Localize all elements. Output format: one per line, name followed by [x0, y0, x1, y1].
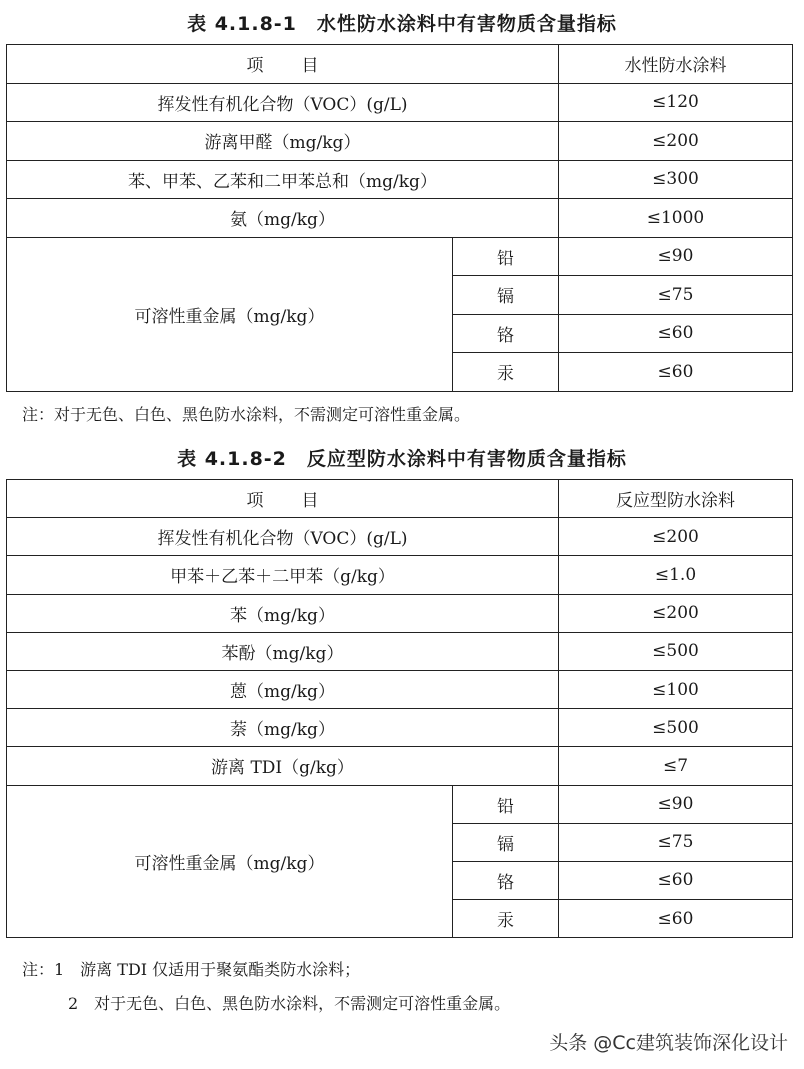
metal-name: 镉 [453, 823, 559, 861]
row-value: ≤7 [559, 747, 793, 785]
row-item: 苯、甲苯、乙苯和二甲苯总和（mg/kg） [7, 160, 559, 199]
metal-value: ≤90 [559, 237, 793, 276]
watermark: 头条 @Cc建筑装饰深化设计 [549, 1032, 788, 1054]
row-value: ≤200 [559, 518, 793, 556]
row-value: ≤1000 [559, 199, 793, 238]
metal-value: ≤90 [559, 785, 793, 823]
table-header-row [7, 45, 793, 84]
table-row [7, 632, 793, 670]
heavy-metal-label: 可溶性重金属（mg/kg） [7, 237, 453, 391]
metal-name: 镉 [453, 276, 559, 315]
metal-value: ≤75 [559, 276, 793, 315]
metal-value: ≤75 [559, 823, 793, 861]
metal-value: ≤60 [559, 353, 793, 392]
row-item: 游离 TDI（g/kg） [7, 747, 559, 785]
table-row [7, 670, 793, 708]
table1-caption: 表 4.1.8-1 水性防水涂料中有害物质含量指标 [187, 13, 617, 35]
table-row [7, 709, 793, 747]
metal-value: ≤60 [559, 314, 793, 353]
table-row [7, 556, 793, 594]
table-row [7, 237, 793, 276]
table-row [7, 83, 793, 122]
table-row [7, 518, 793, 556]
row-item: 苯酚（mg/kg） [7, 632, 559, 670]
header-item: 项目 [7, 45, 559, 84]
heavy-metal-label: 可溶性重金属（mg/kg） [7, 785, 453, 938]
table-row [7, 199, 793, 238]
metal-name: 铬 [453, 314, 559, 353]
row-value: ≤200 [559, 594, 793, 632]
row-item: 挥发性有机化合物（VOC）(g/L) [7, 518, 559, 556]
row-item: 萘（mg/kg） [7, 709, 559, 747]
row-item: 氨（mg/kg） [7, 199, 559, 238]
metal-name: 汞 [453, 353, 559, 392]
row-value: ≤200 [559, 122, 793, 161]
row-item: 甲苯＋乙苯＋二甲苯（g/kg） [7, 556, 559, 594]
header-value: 反应型防水涂料 [559, 480, 793, 518]
table-row [7, 747, 793, 785]
row-value: ≤500 [559, 709, 793, 747]
metal-name: 汞 [453, 900, 559, 938]
row-value: ≤500 [559, 632, 793, 670]
row-item: 挥发性有机化合物（VOC）(g/L) [7, 83, 559, 122]
row-value: ≤100 [559, 670, 793, 708]
table2-note-2: 2 对于无色、白色、黑色防水涂料，不需测定可溶性重金属。 [68, 994, 511, 1013]
metal-value: ≤60 [559, 861, 793, 899]
metal-name: 铅 [453, 785, 559, 823]
table-row [7, 594, 793, 632]
row-item: 苯（mg/kg） [7, 594, 559, 632]
table-row [7, 785, 793, 823]
header-value: 水性防水涂料 [559, 45, 793, 84]
table1 [6, 44, 793, 392]
table2 [6, 479, 793, 938]
row-value: ≤300 [559, 160, 793, 199]
table1-note: 注：对于无色、白色、黑色防水涂料，不需测定可溶性重金属。 [22, 405, 471, 424]
metal-name: 铬 [453, 861, 559, 899]
table2-note-1: 注：1 游离 TDI 仅适用于聚氨酯类防水涂料； [22, 960, 361, 979]
row-value: ≤1.0 [559, 556, 793, 594]
table2-caption: 表 4.1.8-2 反应型防水涂料中有害物质含量指标 [177, 448, 627, 470]
table-row [7, 160, 793, 199]
row-value: ≤120 [559, 83, 793, 122]
metal-value: ≤60 [559, 900, 793, 938]
metal-name: 铅 [453, 237, 559, 276]
header-item: 项目 [7, 480, 559, 518]
table-header-row [7, 480, 793, 518]
row-item: 蒽（mg/kg） [7, 670, 559, 708]
table-row [7, 122, 793, 161]
row-item: 游离甲醛（mg/kg） [7, 122, 559, 161]
